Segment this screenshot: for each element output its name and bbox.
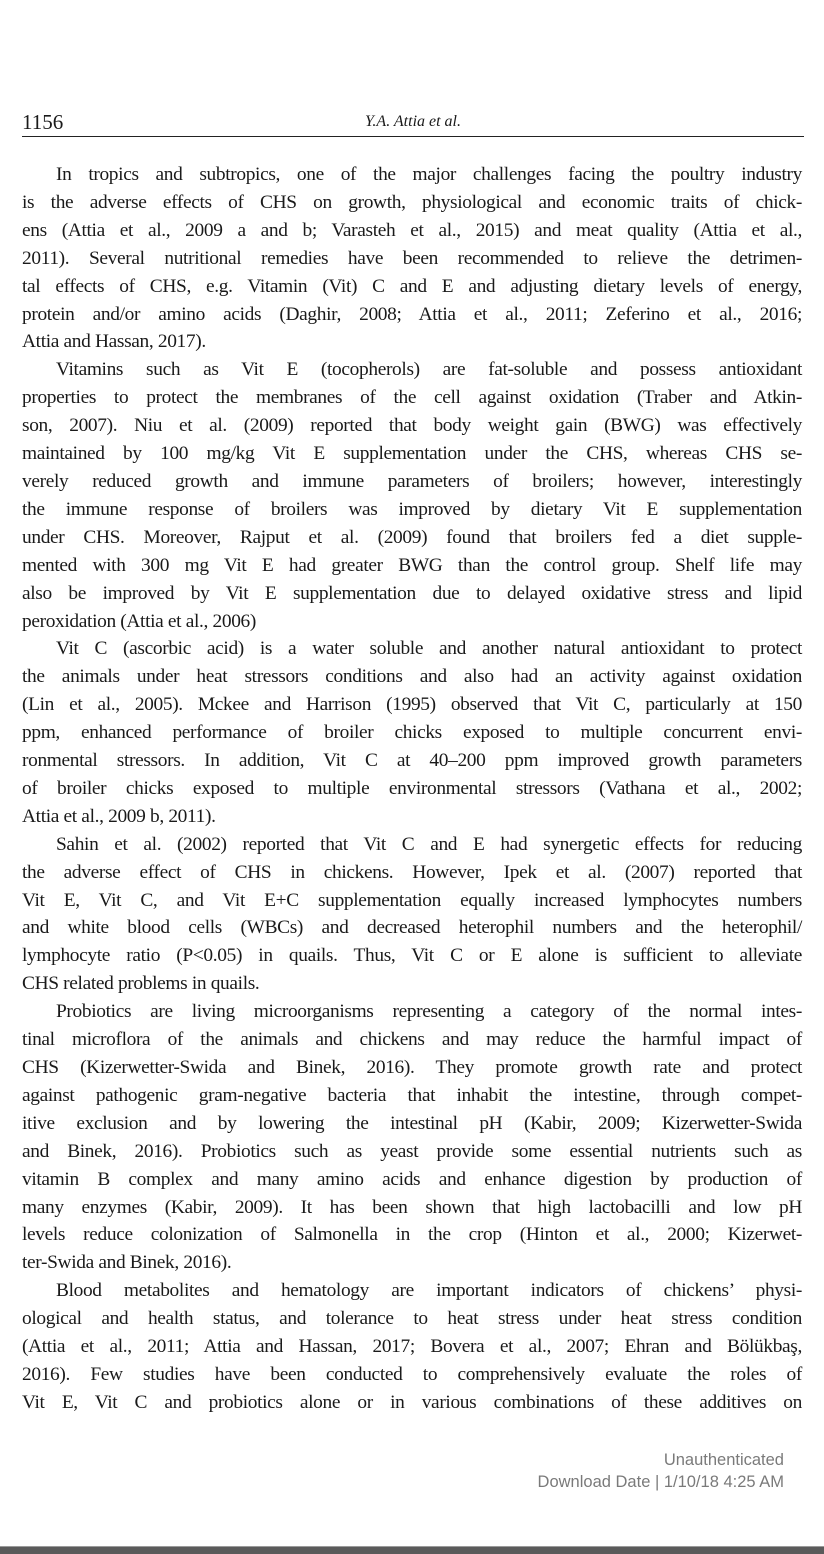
text-line: itive exclusion and by lowering the intestinal pH (Kabir, 2009; Kizerwetter-Swida [22, 1112, 802, 1134]
paragraph [22, 998, 802, 1277]
text-line: Sahin et al. (2002) reported that Vit C and E had synergetic effects for reducing [56, 833, 802, 855]
text-line: Vit E, Vit C and probiotics alone or in various combinations of these additives on [22, 1391, 802, 1413]
text-line: (Lin et al., 2005). Mckee and Harrison (1995) observed that Vit C, particularly at 150 [22, 694, 802, 716]
text-line: ens (Attia et al., 2009 a and b; Varasteh et al., 2015) and meat quality (Attia et al., [22, 219, 802, 241]
paragraph [22, 161, 802, 356]
text-line: is the adverse effects of CHS on growth, physiological and economic traits of chick- [22, 191, 802, 213]
page-number: 1156 [22, 110, 64, 134]
text-line: many enzymes (Kabir, 2009). It has been shown that high lactobacilli and low pH [22, 1196, 802, 1218]
text-line: also be improved by Vit E supplementation due to delayed oxidative stress and lipid [22, 582, 802, 604]
text-line: vitamin B complex and many amino acids and enhance digestion by production of [22, 1168, 802, 1190]
text-line: levels reduce colonization of Salmonella in the crop (Hinton et al., 2000; Kizerwet- [22, 1224, 802, 1246]
text-line: and Binek, 2016). Probiotics such as yeast provide some essential nutrients such as [22, 1140, 802, 1162]
text-line: maintained by 100 mg/kg Vit E supplementation under the CHS, whereas CHS se- [22, 443, 802, 465]
text-line: verely reduced growth and immune parameters of broilers; however, interestingly [22, 470, 802, 492]
text-line: CHS related problems in quails. [22, 973, 260, 995]
text-line: Attia et al., 2009 b, 2011). [22, 805, 216, 827]
text-line: ological and health status, and tolerance to heat stress under heat stress condition [22, 1308, 802, 1330]
text-line: tal effects of CHS, e.g. Vitamin (Vit) C and E and adjusting dietary levels of energy, [22, 275, 802, 297]
text-line: the animals under heat stressors conditions and also had an activity against oxidation [22, 666, 802, 688]
text-line: son, 2007). Niu et al. (2009) reported that body weight gain (BWG) was effectively [22, 415, 802, 437]
text-line: ppm, enhanced performance of broiler chicks exposed to multiple concurrent envi- [22, 722, 802, 744]
text-line: mented with 300 mg Vit E had greater BWG than the control group. Shelf life may [22, 554, 802, 576]
text-line: 2011). Several nutritional remedies have been recommended to relieve the detrimen- [22, 247, 802, 269]
running-head: Y.A. Attia et al. [364, 113, 461, 130]
text-line: Vit E, Vit C, and Vit E+C supplementation equally increased lymphocytes numbers [22, 889, 802, 911]
text-line: tinal microflora of the animals and chickens and may reduce the harmful impact of [22, 1029, 802, 1051]
text-line: Vitamins such as Vit E (tocopherols) are fat-soluble and possess antioxidant [56, 359, 802, 381]
body-text [22, 161, 802, 1417]
text-line: the immune response of broilers was improved by dietary Vit E supplementation [22, 498, 802, 520]
text-line: Attia and Hassan, 2017). [22, 331, 206, 353]
text-line: peroxidation (Attia et al., 2006) [22, 610, 256, 632]
text-line: (Attia et al., 2011; Attia and Hassan, 2017; Bovera et al., 2007; Ehran and Bölükbaş, [22, 1336, 802, 1358]
text-line: of broiler chicks exposed to multiple environmental stressors (Vathana et al., 2002; [22, 777, 802, 799]
text-line: the adverse effect of CHS in chickens. However, Ipek et al. (2007) reported that [22, 861, 802, 883]
page-header [22, 108, 804, 137]
text-line: protein and/or amino acids (Daghir, 2008; Attia et al., 2011; Zeferino et al., 2016; [22, 303, 802, 325]
text-line: properties to protect the membranes of the cell against oxidation (Traber and Atkin- [22, 387, 802, 409]
text-line: 2016). Few studies have been conducted to comprehensively evaluate the roles of [22, 1363, 802, 1385]
text-line: under CHS. Moreover, Rajput et al. (2009) found that broilers fed a diet supple- [22, 526, 802, 548]
watermark-download-date: Download Date | 1/10/18 4:25 AM [537, 1473, 784, 1491]
text-line: and white blood cells (WBCs) and decreased heterophil numbers and the heterophil/ [22, 917, 802, 939]
watermark-auth-status: Unauthenticated [663, 1451, 784, 1469]
paragraph [22, 1277, 802, 1417]
text-line: CHS (Kizerwetter-Swida and Binek, 2016). They promote growth rate and protect [22, 1057, 802, 1078]
paragraph [22, 635, 802, 830]
text-line: Probiotics are living microorganisms representing a category of the normal intes- [56, 1001, 802, 1023]
text-line: lymphocyte ratio (P<0.05) in quails. Thus, Vit C or E alone is sufficient to alleviate [22, 945, 802, 967]
text-line: In tropics and subtropics, one of the major challenges facing the poultry industry [56, 164, 802, 185]
paragraph [22, 356, 802, 635]
paragraph [22, 831, 802, 998]
text-line: against pathogenic gram-negative bacteria that inhabit the intestine, through compet- [22, 1084, 802, 1106]
text-line: ter-Swida and Binek, 2016). [22, 1252, 232, 1274]
text-line: Vit C (ascorbic acid) is a water soluble and another natural antioxidant to protect [56, 638, 802, 660]
download-watermark [538, 1449, 784, 1493]
text-line: ronmental stressors. In addition, Vit C at 40–200 ppm improved growth parameters [22, 750, 802, 772]
text-line: Blood metabolites and hematology are important indicators of chickens’ physi- [56, 1280, 802, 1302]
